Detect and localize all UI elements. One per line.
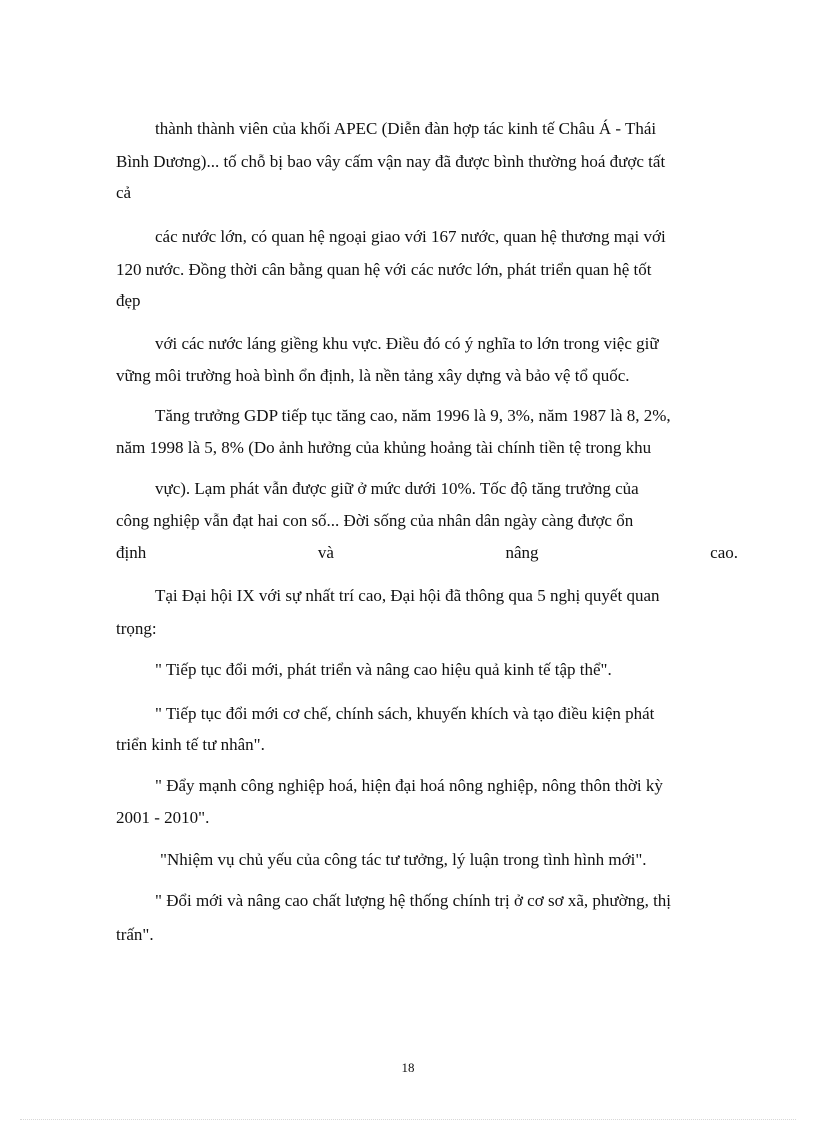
text-line: Tại Đại hội IX với sự nhất trí cao, Đại hội đã thông qua 5 nghị quyết quan [155,586,660,605]
text-line: công nghiệp vẫn đạt hai con số... Đời sống của nhân dân ngày càng được ổn [116,511,634,530]
text-line: " Tiếp tục đổi mới cơ chế, chính sách, khuyến khích và tạo điều kiện phát [155,704,655,723]
text-line: năm 1998 là 5, 8% (Do ảnh hưởng của khủng hoảng tài chính tiền tệ trong khu [116,438,652,457]
word: cao. [710,543,738,562]
text-line: " Đổi mới và nâng cao chất lượng hệ thống chính trị ở cơ sơ xã, phường, thị [155,891,672,910]
text-line: 2001 - 2010". [116,808,210,827]
text-line: trọng: [116,619,157,638]
text-line: triển kinh tế tư nhân". [116,735,265,754]
text-line: vực). Lạm phát vẫn được giữ ở mức dưới 10%. Tốc độ tăng trưởng của [155,479,639,498]
word: và [317,543,334,562]
page-bottom-divider [20,1119,796,1120]
text-line: " Tiếp tục đổi mới, phát triển và nâng cao hiệu quả kinh tế tập thể". [155,660,612,679]
text-line: cả [116,183,132,202]
page-number: 18 [401,1060,415,1075]
justified-line [116,543,738,563]
text-line: các nước lớn, có quan hệ ngoại giao với 167 nước, quan hệ thương mại với [155,227,666,246]
text-line: với các nước láng giềng khu vực. Điều đó có ý nghĩa to lớn trong việc giữ [155,334,659,353]
text-line: " Đẩy mạnh công nghiệp hoá, hiện đại hoá nông nghiệp, nông thôn thời kỳ [155,776,663,795]
text-line: vững môi trường hoà bình ổn định, là nền tảng xây dựng và bảo vệ tổ quốc. [116,366,630,385]
text-line: đẹp [116,291,141,310]
text-line: Tăng trưởng GDP tiếp tục tăng cao, năm 1996 là 9, 3%, năm 1987 là 8, 2%, [155,406,671,425]
text-line: trấn". [116,925,154,944]
text-line: thành thành viên của khối APEC (Diễn đàn hợp tác kinh tế Châu Á - Thái [155,119,657,138]
text-line: Bình Dương)... tố chỗ bị bao vây cấm vận nay đã được bình thường hoá được tất [116,152,666,171]
word: nâng [505,543,539,562]
word: định [116,543,147,562]
text-line: "Nhiệm vụ chủ yếu của công tác tư tưởng, lý luận trong tình hình mới". [160,850,647,869]
text-line: 120 nước. Đồng thời cân bằng quan hệ với các nước lớn, phát triển quan hệ tốt [116,260,652,279]
